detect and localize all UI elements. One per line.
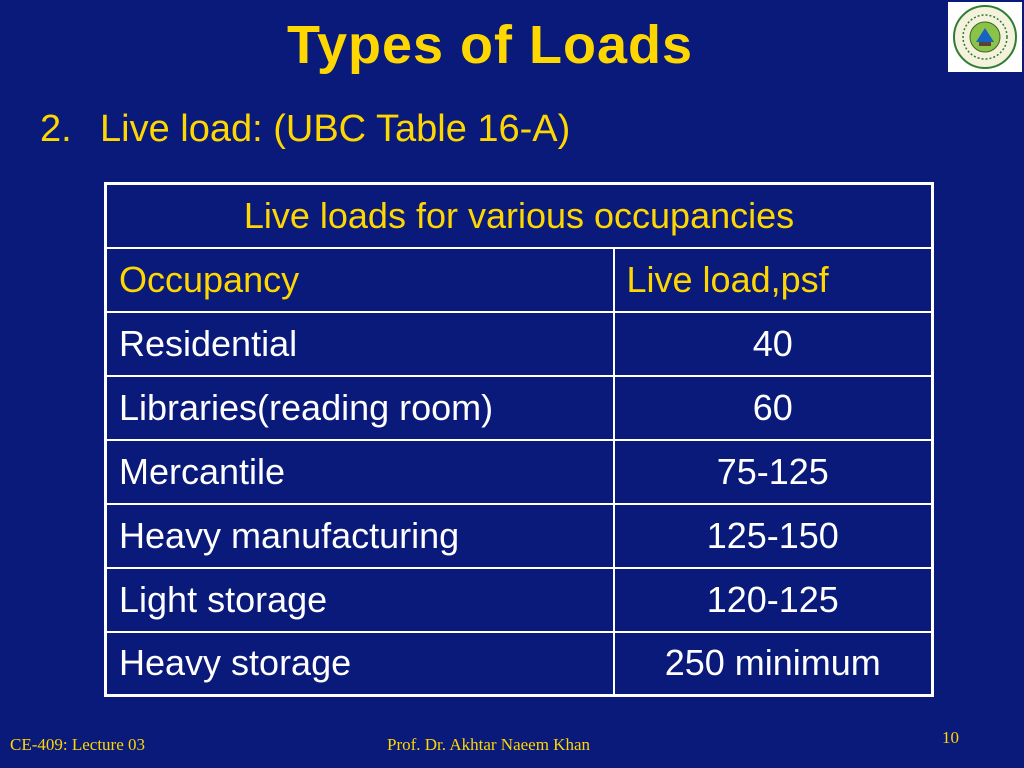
cell-load: 40: [614, 312, 933, 376]
bullet-point: [40, 108, 570, 151]
table-row: [106, 632, 933, 696]
footer-course: CE-409: Lecture 03: [10, 735, 146, 754]
cell-load: 125-150: [614, 504, 933, 568]
bullet-number: 2.: [40, 108, 72, 150]
table-row: [106, 440, 933, 504]
header-live-load: Live load,psf: [614, 248, 933, 312]
bullet-text: Live load: (UBC Table 16-A): [100, 108, 571, 150]
table-row: [106, 504, 933, 568]
table-row: [106, 376, 933, 440]
cell-occupancy: Residential: [106, 312, 614, 376]
slide-title: Types of Loads: [286, 15, 694, 75]
cell-load: 60: [614, 376, 933, 440]
cell-occupancy: Light storage: [106, 568, 614, 632]
cell-occupancy: Mercantile: [106, 440, 614, 504]
header-occupancy: Occupancy: [106, 248, 614, 312]
cell-load: 120-125: [614, 568, 933, 632]
table-caption: Live loads for various occupancies: [106, 184, 933, 248]
footer-author: Prof. Dr. Akhtar Naeem Khan: [387, 735, 591, 754]
table-row: [106, 312, 933, 376]
slide-number: 10: [942, 728, 959, 747]
table-row: [106, 568, 933, 632]
cell-occupancy: Heavy manufacturing: [106, 504, 614, 568]
cell-load: 250 minimum: [614, 632, 933, 696]
live-load-table: [104, 182, 934, 697]
table-header-row: [106, 248, 933, 312]
cell-load: 75-125: [614, 440, 933, 504]
cell-occupancy: Libraries(reading room): [106, 376, 614, 440]
university-seal-icon: [948, 2, 1022, 72]
table-caption-row: [106, 184, 933, 248]
cell-occupancy: Heavy storage: [106, 632, 614, 696]
